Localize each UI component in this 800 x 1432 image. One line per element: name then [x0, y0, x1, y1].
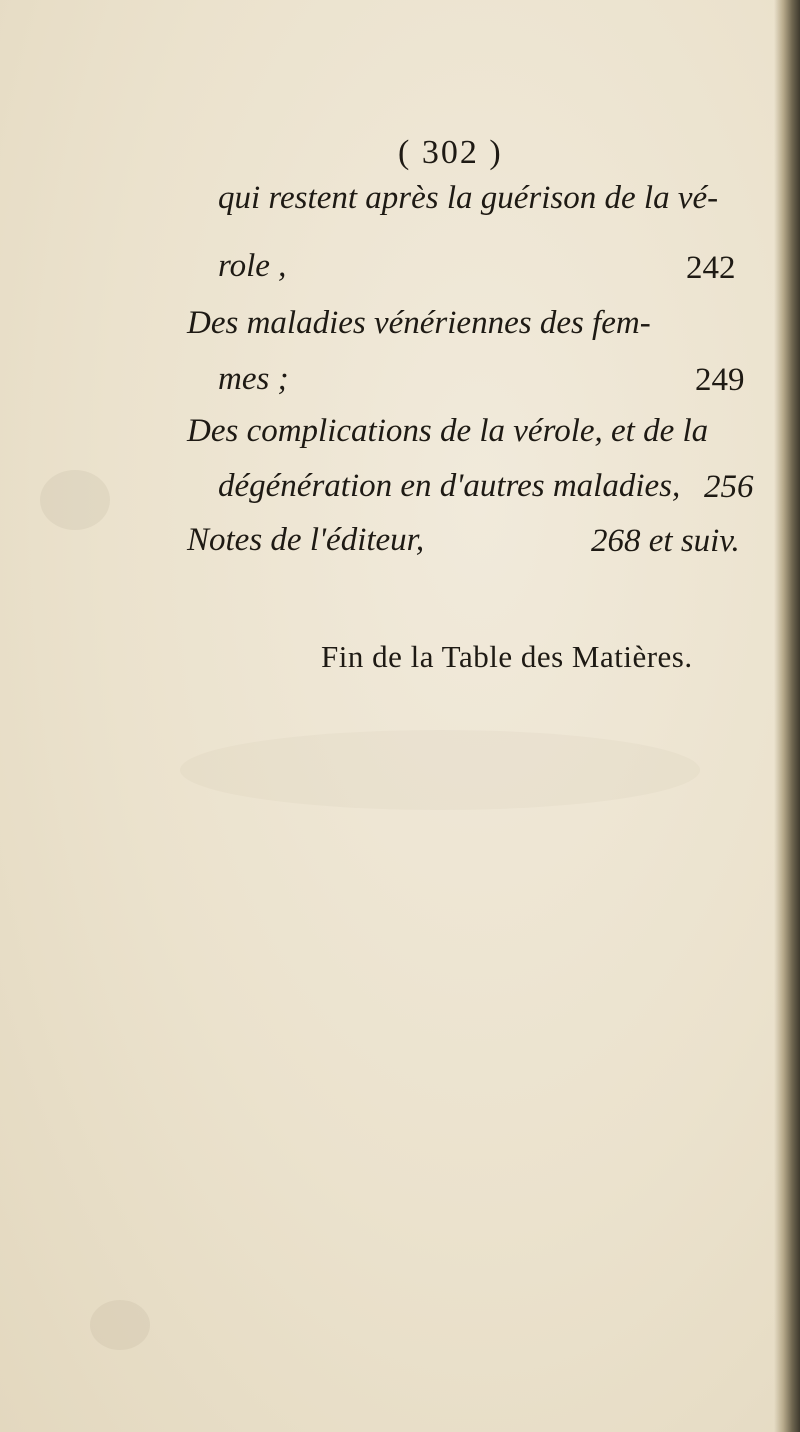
entry-page-number: 256 — [704, 469, 754, 505]
entry-page-number: 249 — [695, 362, 745, 398]
page-number: ( 302 ) — [398, 134, 503, 171]
entry-line-5: Des complications de la vérole, et de la — [187, 413, 709, 449]
entry-line-3: Des maladies vénériennes des fem- — [187, 305, 651, 341]
entry-page-number: 242 — [686, 250, 736, 286]
entry-line-2: role , — [218, 248, 287, 284]
paper-stain — [40, 470, 110, 530]
entry-line-7: Notes de l'éditeur, — [187, 522, 425, 558]
entry-line-6: dégénération en d'autres maladies, — [218, 468, 681, 504]
paper-stain — [180, 730, 700, 810]
binding-edge — [774, 0, 800, 1432]
entry-line-4: mes ; — [218, 361, 289, 397]
entry-page-number: 268 et suiv. — [591, 523, 740, 559]
entry-line-1: qui restent après la guérison de la vé- — [218, 180, 719, 216]
table-end-notice: Fin de la Table des Matières. — [321, 639, 693, 674]
paper-stain — [90, 1300, 150, 1350]
